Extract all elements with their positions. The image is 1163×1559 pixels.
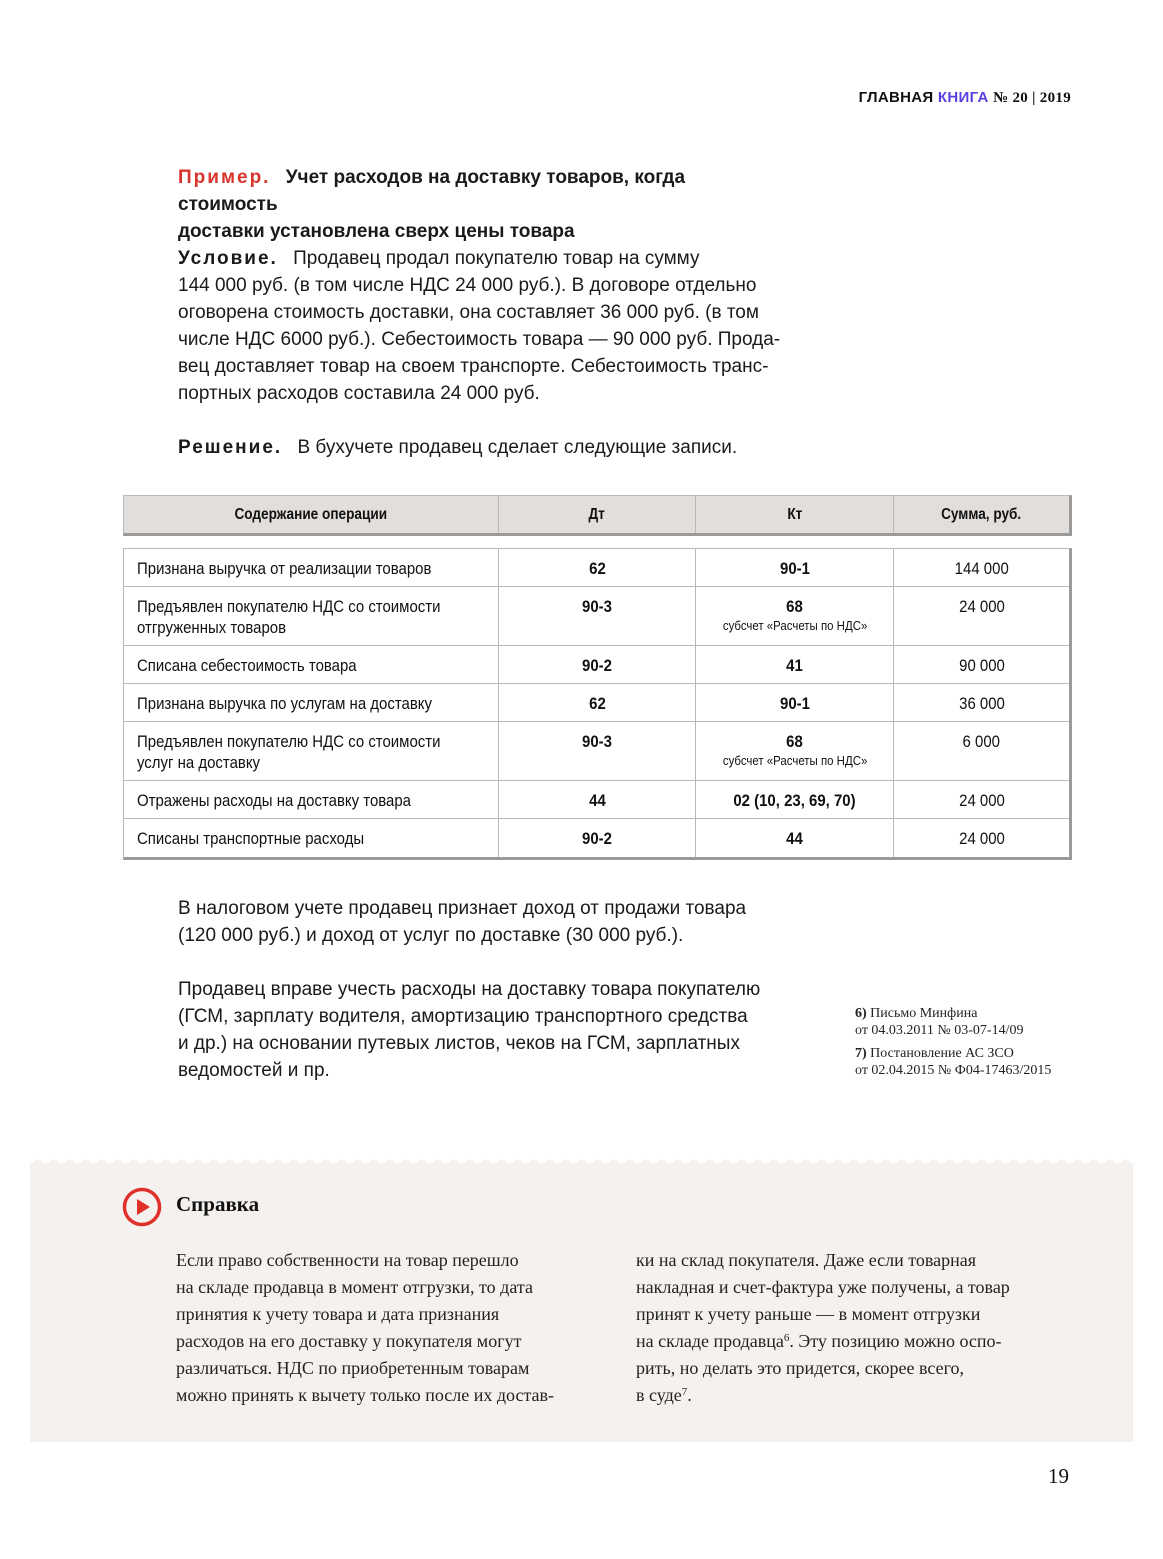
text-line: накладная и счет-фактура уже получены, а товар [636, 1277, 1010, 1297]
reference-title: Справка [176, 1192, 260, 1216]
text-line: ки на склад покупателя. Даже если товарная [636, 1250, 977, 1270]
debit-cell: 62 [588, 694, 606, 713]
credit-cell: 02 (10, 23, 69, 70) [733, 791, 856, 810]
column-header-credit: Кт [787, 505, 803, 523]
amount-cell: 144 000 [954, 559, 1009, 578]
footnote-ref-6[interactable]: 6 [783, 1332, 790, 1344]
tax-accounting-paragraph [178, 895, 788, 949]
amount-cell: 90 000 [958, 656, 1005, 675]
debit-cell: 90-2 [582, 656, 612, 675]
table-header [123, 495, 1072, 536]
footnote-text: Постановление АС ЗСО [870, 1046, 1014, 1061]
text-line: Если право собственности на товар перешло [176, 1250, 519, 1270]
footnotes [855, 1005, 1095, 1085]
scalloped-edge [30, 1157, 1133, 1165]
brand-main: ГЛАВНАЯ [858, 89, 934, 106]
paragraph-line: и др.) на основании путевых листов, чеков на ГСМ, зарплатных [178, 1033, 740, 1054]
play-circle-icon [122, 1187, 162, 1227]
solution-paragraph [178, 434, 788, 461]
amount-cell: 24 000 [958, 597, 1005, 616]
issue-number: № 20 | 2019 [993, 90, 1071, 106]
condition-line: портных расходов составила 24 000 руб. [178, 383, 540, 404]
operation-cell-cont: отгруженных товаров [137, 618, 287, 637]
example-title-line2: доставки установлена сверх цены товара [178, 221, 575, 242]
credit-cell: 68 [786, 732, 804, 751]
text-line: можно принять к вычету только после их достав- [176, 1385, 555, 1405]
reference-box [30, 1163, 1133, 1442]
amount-cell: 24 000 [958, 791, 1005, 810]
column-header-debit: Дт [588, 505, 606, 523]
credit-subaccount: субсчет «Расчеты по НДС» [722, 618, 868, 633]
table-row [124, 781, 1069, 819]
credit-cell: 44 [786, 829, 804, 848]
credit-subaccount: субсчет «Расчеты по НДС» [722, 753, 868, 768]
text-line: рить, но делать это придется, скорее всего, [636, 1358, 965, 1378]
table-row [124, 646, 1069, 684]
text-fragment: . [687, 1385, 692, 1405]
text-line: принят к учету раньше — в момент отгрузки [636, 1304, 981, 1324]
accounting-entries-table [123, 548, 1072, 860]
brand-accent: КНИГА [937, 89, 989, 106]
paragraph-line: (120 000 руб.) и доход от услуг по доставке (30 000 руб.). [178, 925, 684, 946]
masthead [859, 89, 1071, 107]
paragraph-line: ведомостей и пр. [178, 1060, 330, 1081]
operation-cell: Списана себестоимость товара [137, 656, 357, 675]
footnote-7 [855, 1045, 1095, 1079]
example-label: Пример. [178, 167, 271, 188]
page-number: 19 [1048, 1464, 1069, 1488]
operation-cell-cont: услуг на доставку [137, 753, 261, 772]
footnote-number: 6) [855, 1006, 867, 1021]
table-row [124, 819, 1069, 857]
condition-line: 144 000 руб. (в том числе НДС 24 000 руб.). В договоре отдельно [178, 275, 757, 296]
credit-cell: 90-1 [779, 559, 810, 578]
expenses-paragraph [178, 976, 788, 1084]
credit-cell: 68 [786, 597, 804, 616]
credit-cell: 41 [786, 656, 804, 675]
credit-cell: 90-1 [779, 694, 810, 713]
text-line: на складе продавца в момент отгрузки, то дата [176, 1277, 533, 1297]
operation-cell: Признана выручка по услугам на доставку [137, 694, 432, 713]
amount-cell: 6 000 [962, 732, 1001, 751]
text-line [636, 1382, 1076, 1409]
column-header-amount: Сумма, руб. [941, 505, 1022, 523]
operation-cell: Списаны транспортные расходы [137, 829, 365, 848]
footnote-ref: от 04.03.2011 № 03-07-14/09 [855, 1023, 1024, 1038]
amount-cell: 36 000 [958, 694, 1005, 713]
condition-paragraph [178, 245, 788, 407]
paragraph-line: В налоговом учете продавец признает доход от продажи товара [178, 898, 747, 919]
text-line [636, 1328, 1076, 1355]
paragraph-line: (ГСМ, зарплату водителя, амортизацию транспортного средства [178, 1006, 748, 1027]
paragraph-line: Продавец вправе учесть расходы на доставку товара покупателю [178, 979, 761, 1000]
operation-cell: Признана выручка от реализации товаров [137, 559, 432, 578]
operation-cell: Предъявлен покупателю НДС со стоимости [137, 597, 441, 616]
table-row [124, 684, 1069, 722]
solution-label: Решение. [178, 437, 283, 458]
debit-cell: 90-2 [582, 829, 612, 848]
table-row [124, 587, 1069, 646]
condition-line: Продавец продал покупателю товар на сумму [293, 248, 700, 269]
footnote-ref: от 02.04.2015 № Ф04-17463/2015 [855, 1063, 1052, 1078]
footnote-number: 7) [855, 1046, 867, 1061]
condition-label: Условие. [178, 248, 278, 269]
footnote-6 [855, 1005, 1095, 1039]
condition-line: числе НДС 6000 руб.). Себестоимость товара — 90 000 руб. Прода- [178, 329, 781, 350]
debit-cell: 90-3 [582, 732, 612, 751]
footnote-text: Письмо Минфина [870, 1006, 978, 1021]
debit-cell: 62 [588, 559, 606, 578]
footnote-ref-7[interactable]: 7 [681, 1386, 688, 1398]
text-line: различаться. НДС по приобретенным товарам [176, 1358, 530, 1378]
debit-cell: 90-3 [582, 597, 612, 616]
debit-cell: 44 [588, 791, 606, 810]
text-line: принятия к учету товара и дата признания [176, 1304, 500, 1324]
condition-line: оговорена стоимость доставки, она составляет 36 000 руб. (в том [178, 302, 759, 323]
table-row [124, 549, 1069, 587]
text-fragment: . Эту позицию можно оспо- [789, 1331, 1002, 1351]
reference-text-left-column [176, 1247, 616, 1409]
column-header-operation: Содержание операции [234, 505, 388, 523]
text-line: расходов на его доставку у покупателя могут [176, 1331, 522, 1351]
operation-cell: Отражены расходы на доставку товара [137, 791, 412, 810]
operation-cell: Предъявлен покупателю НДС со стоимости [137, 732, 441, 751]
table-row [124, 722, 1069, 781]
text-fragment: в суде [636, 1385, 682, 1405]
example-heading [178, 164, 788, 245]
reference-text-right-column [636, 1247, 1076, 1409]
amount-cell: 24 000 [958, 829, 1005, 848]
text-fragment: на складе продавца [636, 1331, 784, 1351]
example-title-line1: Учет расходов на доставку товаров, когда стоимость [178, 167, 686, 215]
solution-text: В бухучете продавец сделает следующие записи. [297, 437, 738, 458]
condition-line: вец доставляет товар на своем транспорте. Себестоимость транс- [178, 356, 769, 377]
